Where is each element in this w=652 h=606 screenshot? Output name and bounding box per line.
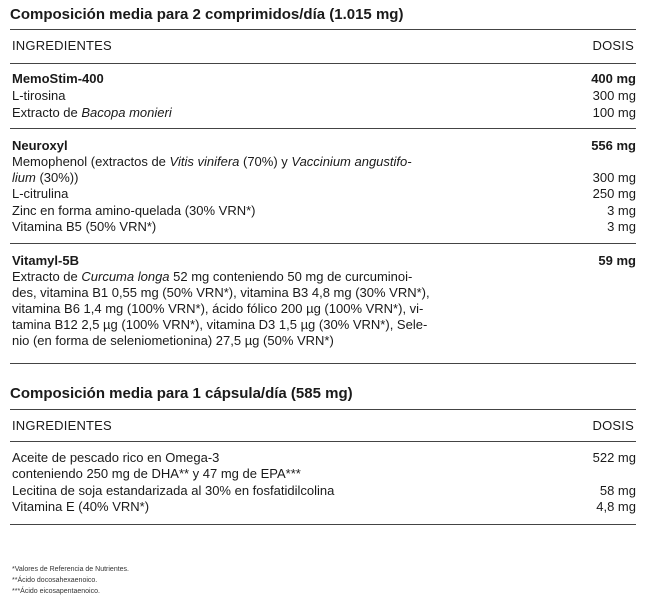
group-name: MemoStim-400 bbox=[12, 71, 104, 86]
ingredient-dose: 4,8 mg bbox=[596, 499, 636, 514]
ingredient-dose: 58 mg bbox=[599, 483, 636, 498]
ingredient-name: L-citrulina bbox=[12, 186, 69, 201]
divider bbox=[10, 63, 636, 64]
footnotes bbox=[12, 564, 129, 597]
divider bbox=[10, 363, 636, 364]
ingredients-header: INGREDIENTES bbox=[12, 38, 112, 53]
ingredient-name: Zinc en forma amino-quelada (30% VRN*) bbox=[12, 203, 256, 218]
ingredient-dose: 250 mg bbox=[592, 186, 636, 201]
group-name: Neuroxyl bbox=[12, 138, 68, 153]
divider bbox=[10, 29, 636, 30]
ingredient-dose: 100 mg bbox=[592, 105, 636, 120]
group-name: Vitamyl-5B bbox=[12, 253, 79, 268]
footnote: ***Ácido eicosapentaenoico. bbox=[12, 588, 100, 595]
divider bbox=[10, 441, 636, 442]
divider bbox=[10, 128, 636, 129]
ingredients-header: INGREDIENTES bbox=[12, 418, 112, 433]
description-line: tamina B12 2,5 µg (100% VRN*), vitamina D3 1,5 µg (30% VRN*), Sele- bbox=[12, 317, 428, 332]
footnote: *Valores de Referencia de Nutrientes. bbox=[12, 566, 129, 573]
ingredient-dose: 300 mg bbox=[592, 170, 636, 185]
divider bbox=[10, 409, 636, 410]
ingredient-name: Vitamina B5 (50% VRN*) bbox=[12, 219, 157, 234]
section2-title: Composición media para 1 cápsula/día (585 mg) bbox=[10, 385, 353, 402]
group-dose: 59 mg bbox=[598, 253, 636, 268]
ingredient-name: L-tirosina bbox=[12, 88, 66, 103]
ingredient-name: Extracto de Bacopa monieri bbox=[12, 105, 172, 120]
group-dose: 556 mg bbox=[591, 138, 636, 153]
ingredient-name: Vitamina E (40% VRN*) bbox=[12, 499, 150, 514]
divider bbox=[10, 243, 636, 244]
dose-header: DOSIS bbox=[592, 418, 634, 433]
description-line: nio (en forma de seleniometionina) 27,5 µg (50% VRN*) bbox=[12, 333, 334, 348]
ingredient-name: Aceite de pescado rico en Omega-3 conteniendo 250 mg de DHA** y 47 mg de EPA*** bbox=[12, 450, 301, 481]
section1-title: Composición media para 2 comprimidos/día (1.015 mg) bbox=[10, 6, 404, 23]
group-dose: 400 mg bbox=[591, 71, 636, 86]
divider bbox=[10, 524, 636, 525]
ingredient-name: Memophenol (extractos de Vitis vinifera (70%) y Vaccinium angustifo- lium (30%)) bbox=[12, 154, 412, 185]
description-line: Extracto de Curcuma longa 52 mg conteniendo 50 mg de curcuminoi- bbox=[12, 269, 413, 284]
ingredient-dose: 3 mg bbox=[607, 219, 636, 234]
description-line: vitamina B6 1,4 mg (100% VRN*), ácido fólico 200 µg (100% VRN*), vi- bbox=[12, 301, 424, 316]
ingredient-name: Lecitina de soja estandarizada al 30% en fosfatidilcolina bbox=[12, 483, 335, 498]
ingredient-dose: 522 mg bbox=[592, 450, 636, 465]
ingredient-dose: 3 mg bbox=[607, 203, 636, 218]
dose-header: DOSIS bbox=[592, 38, 634, 53]
description-line: des, vitamina B1 0,55 mg (50% VRN*), vitamina B3 4,8 mg (30% VRN*), bbox=[12, 285, 430, 300]
vitamyl-description bbox=[12, 269, 636, 349]
ingredient-dose: 300 mg bbox=[592, 88, 636, 103]
footnote: **Ácido docosahexaenoico. bbox=[12, 577, 98, 584]
